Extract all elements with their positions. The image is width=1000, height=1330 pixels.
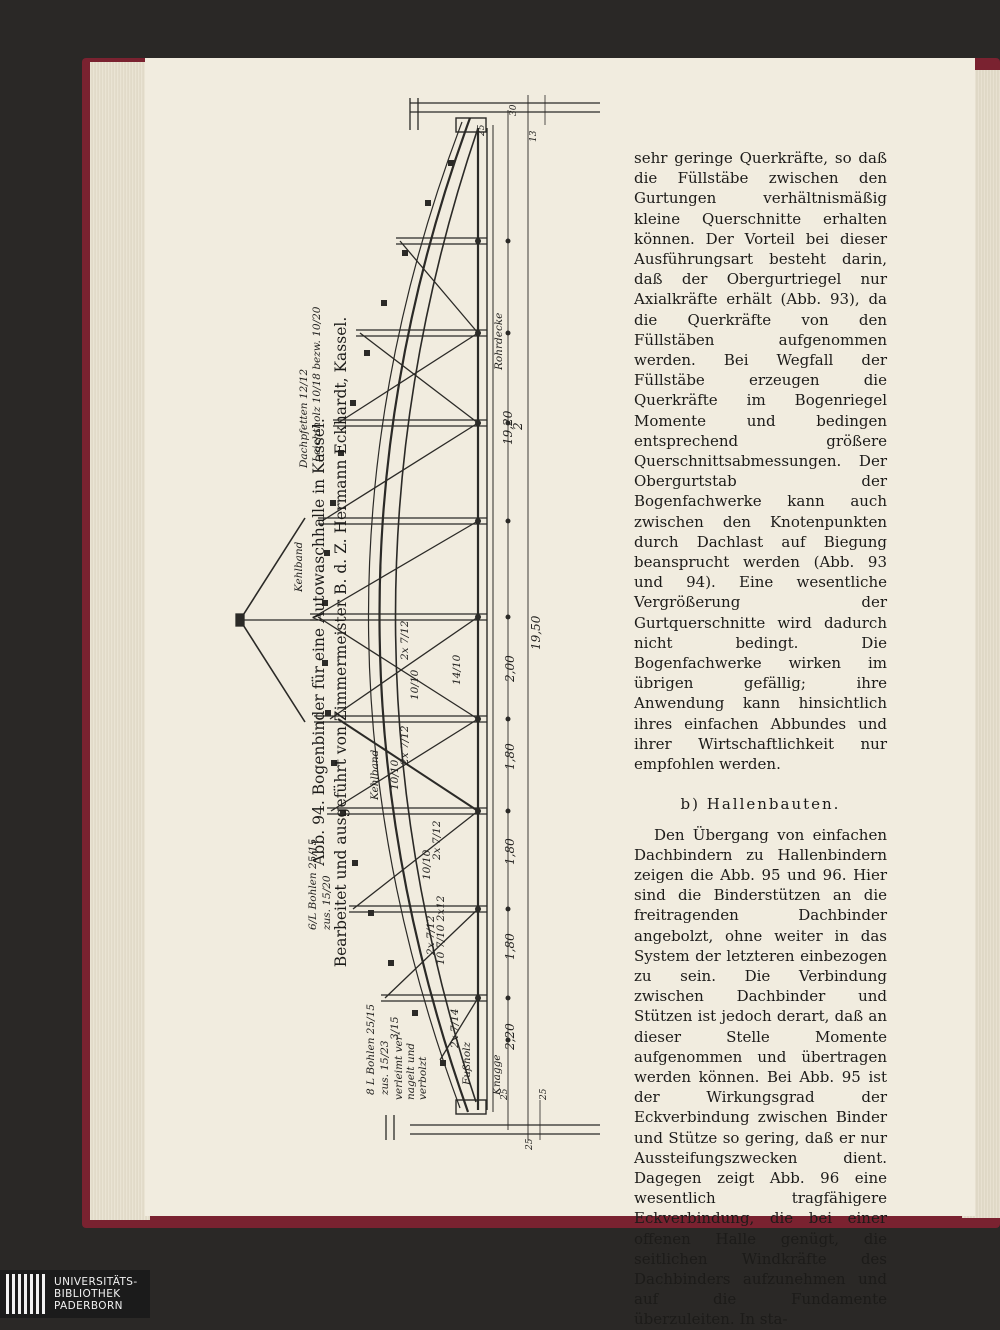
label-frac-6: 2x 7/12 [431,820,443,860]
label-frac-9: 10 7/10 2x12 [435,895,447,965]
body-text [634,148,887,1330]
label-bohlen-f: nagelt und [405,1042,417,1100]
label-frac-4: 2x 7/12 [399,725,411,765]
label-fussholz: Fußholz [461,1041,473,1085]
label-knagge: Knagge [491,1054,503,1095]
dim-d9: 30 [509,104,519,116]
dim-d12: 25 [539,1088,549,1100]
label-kehlband-mid: Kehlband [369,749,381,800]
dim-d2: 1,80 [503,933,517,960]
dim-d4: 1,80 [503,743,517,770]
dim-d1: 2,20 [503,1023,517,1050]
library-logo [0,1270,150,1318]
label-bohlen-a: 6/L Bohlen 25/15 [307,838,319,930]
label-bohlen-b: zus. 15/20 [321,875,333,930]
label-frac-7: 10/10 [421,849,433,880]
dim-d6: 19,50 [529,615,543,650]
label-bohlen-d: zus. 15/23 [379,1040,391,1095]
caption-line-2: Bearbeitet und ausgeführt von Zimmermeister B. d. Z. Hermann Eckhardt, Kassel. [332,316,350,968]
caption-line-1: Abb. 94. Bogenbinder für eine Autowaschhalle in Kassel. [310,418,328,866]
paragraph-2: Den Übergang von einfachen Dachbindern zu Hallenbindern zeigen die Abb. 95 und 96. Hier sind die Binderstützen an die freitragenden Dachbinder angebolzt, ohne weiter in das System der letzteren einbezogen zu sein. Die Verbindung zwischen Dachbinder und Stützen ist jedoch derart, daß an dieser Stelle Momente aufgenommen und übertragen werden können. Bei Abb. 95 ist der Wirkungsgrad der Eckverbindung zwischen Binder und Stütze so gering, daß er nur Aussteifungszwecken dient. Dagegen zeigt Abb. 96 eine wesentlich tragfähigere Eckverbindung, die bei einer offenen Halle genügt, die seitlichen Windkräfte des Dachbinders aufzunehmen und auf die Fundamente überzuleiten. In sta- [634,825,887,1329]
section-heading: b) Hallenbauten. [680,795,841,814]
label-rohrdecke: Rohrdecke [493,312,505,370]
label-bohlen-g: verbolzt [417,1056,429,1100]
label-kehlband-top: Kehlband [293,541,305,592]
label-frac-3: 14/10 [451,654,463,685]
label-bohlen-h: 3/15 [389,1016,401,1040]
label-frac-2: 10/10 [409,669,421,700]
logo-line-1: UNIVERSITÄTS- [54,1276,138,1288]
label-frac-1: 2x 7/12 [399,620,411,660]
logo-line-3: PADERBORN [54,1300,123,1312]
logo-line-2: BIBLIOTHEK [54,1288,121,1300]
dim-d13: 25 [500,1088,510,1100]
figure-caption [308,142,352,1142]
label-frac-10: 2x 7/14 [449,1008,461,1048]
dim-d14: 25 [525,1138,535,1150]
label-bohlen-c: 8 L Bohlen 25/15 [365,1003,377,1095]
label-bohlen-e: verleimt ver- [393,1031,405,1100]
paragraph-1: sehr geringe Querkräfte, so daß die Füllstäbe zwischen den Gurtungen verhältnismäßig kleine Querschnitte erhalten können. Der Vorteil bei dieser Ausführungsart besteht darin, daß der Obergurtriegel nur Axialkräfte erhält (Abb. 93), da die Querkräfte von den Füllstäben aufgenommen werden. Bei Wegfall der Füllstäbe erzeugen die Querkräfte im Bogenriegel Momente und bedingen entsprechend größere Querschnittsabmessungen. Der Obergurtstab der Bogenfachwerke kann auch zwischen den Knotenpunkten durch Dachlast auf Biegung beansprucht werden (Abb. 93 und 94). Eine wesentliche Vergrößerung der Gurtquerschnitte wird dadurch nicht bedingt. Die Bogenfachwerke wirken im übrigen gefällig; ihre Anwendung kann hinsichtlich ihres einfachen Abbundes und ihrer Wirtschaftlichkeit nur empfohlen werden. [634,149,887,774]
label-frac-8: 2x 7/12 [425,915,437,955]
label-dachpfetten: Dachpfetten 12/12 [298,368,310,468]
library-logo-icon [6,1274,48,1314]
label-leichtholz: Leichtholz 10/18 bezw. 10/20 [311,306,323,462]
dim-d3: 1,80 [503,838,517,865]
dim-d10: 13 [529,130,539,142]
dim-d5: 2,00 [503,655,517,682]
dim-d11: 25 [477,124,487,136]
label-frac-5: 10/10 [389,759,401,790]
dim-d8: 2 [511,422,525,430]
support-bottom [456,1100,486,1114]
dim-d7: 19,20 [501,410,515,445]
